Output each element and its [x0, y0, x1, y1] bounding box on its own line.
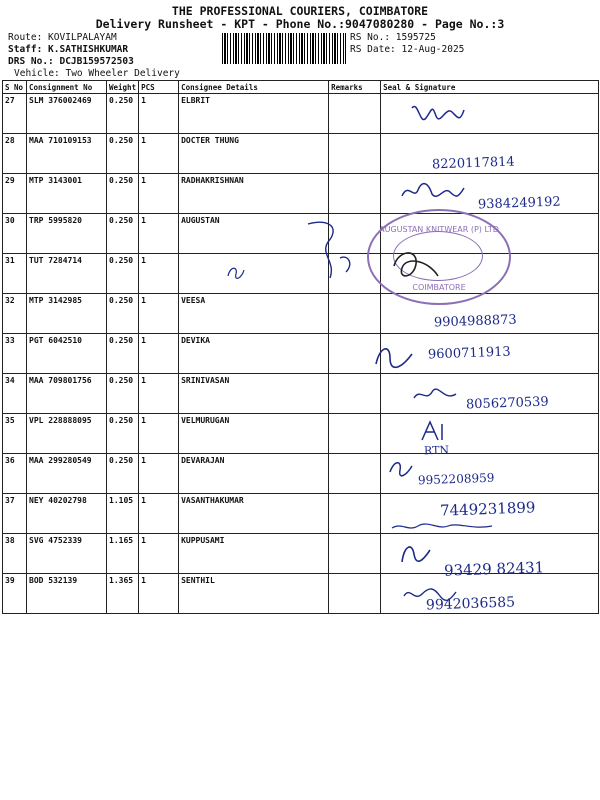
table-row [3, 454, 599, 494]
pcs: 1 [139, 214, 179, 254]
sno: 31 [3, 254, 27, 294]
consignee: KUPPUSAMI [179, 534, 329, 574]
consignee: DEVARAJAN [179, 454, 329, 494]
handwritten-phone-row36: 9952208959 [417, 470, 495, 488]
consignment-no: NEY 40202798 [27, 494, 107, 534]
weight: 0.250 [107, 294, 139, 334]
remarks [329, 374, 381, 414]
handwritten-phone-row38: 93429 82431 [443, 558, 545, 580]
pcs: 1 [139, 334, 179, 374]
consignment-no: BOD 532139 [27, 574, 107, 614]
sno: 30 [3, 214, 27, 254]
pcs: 1 [139, 454, 179, 494]
remarks [329, 494, 381, 534]
rs-number: RS No.: 1595725 [350, 32, 436, 43]
handwritten-phone-row37: 7449231899 [439, 498, 536, 520]
staff-label: Staff: K.SATHISHKUMAR [8, 44, 129, 55]
signature-scribble-row35 [418, 418, 450, 444]
seal-signature [381, 414, 599, 454]
consignee: VELMURUGAN [179, 414, 329, 454]
signature-scribble-row34 [410, 384, 460, 406]
sno: 36 [3, 454, 27, 494]
remarks [329, 134, 381, 174]
col-consignment: Consignment No [27, 81, 107, 94]
pcs: 1 [139, 174, 179, 214]
table-header-row [3, 81, 599, 94]
signature-scribble-row36 [386, 458, 416, 480]
drs-label: DRS No.: DCJB15957250З [8, 56, 134, 67]
consignee: VASANTHAKUMAR [179, 494, 329, 534]
consignment-no: MAA 709801756 [27, 374, 107, 414]
weight: 0.250 [107, 254, 139, 294]
remarks [329, 94, 381, 134]
consignment-no: MAA 710109153 [27, 134, 107, 174]
pcs: 1 [139, 494, 179, 534]
signature-scribble-row38 [398, 540, 434, 566]
consignment-no: MAA 299280549 [27, 454, 107, 494]
weight: 0.250 [107, 334, 139, 374]
runsheet-subtitle: Delivery Runsheet - KPT - Phone No.:9047080280 - Page No.:3 [95, 17, 505, 31]
signature-scribble-row30b [388, 246, 444, 286]
consignee: ELBRIT [179, 94, 329, 134]
weight: 0.250 [107, 454, 139, 494]
consignee: DOCTER THUNG [179, 134, 329, 174]
consignee: DEVIKA [179, 334, 329, 374]
pcs: 1 [139, 534, 179, 574]
pcs: 1 [139, 254, 179, 294]
consignee: SENTHIL [179, 574, 329, 614]
remarks [329, 534, 381, 574]
handwritten-phone-row32: 9904988873 [433, 312, 517, 331]
sno: 38 [3, 534, 27, 574]
signature-scribble-row27 [408, 98, 468, 130]
handwritten-text-row35: RTN [423, 443, 450, 458]
remarks [329, 294, 381, 334]
signature-scribble-row37 [388, 520, 498, 534]
vehicle-label: Vehicle: Two Wheeler Delivery [14, 68, 180, 79]
weight: 1.105 [107, 494, 139, 534]
sno: 34 [3, 374, 27, 414]
handwritten-phone-row33: 9600711913 [427, 344, 511, 363]
consignee: RADHAKRISHNAN [179, 174, 329, 214]
sno: 33 [3, 334, 27, 374]
sno: 32 [3, 294, 27, 334]
consignment-no: PGT 6042510 [27, 334, 107, 374]
pcs: 1 [139, 574, 179, 614]
weight: 0.250 [107, 94, 139, 134]
remarks [329, 454, 381, 494]
weight: 0.250 [107, 214, 139, 254]
pcs: 1 [139, 94, 179, 134]
weight: 1.165 [107, 534, 139, 574]
weight: 0.250 [107, 174, 139, 214]
remarks [329, 174, 381, 214]
consignment-no: MTP 3143001 [27, 174, 107, 214]
stamp-bottom-text: COIMBATORE [412, 283, 466, 292]
rs-date: RS Date: 12-Aug-2025 [350, 44, 465, 55]
signature-scribble-row29 [398, 178, 468, 204]
stamp-top-text: AUGUSTAN KNITWEAR (P) LTD [379, 225, 499, 234]
col-remarks: Remarks [329, 81, 381, 94]
remarks [329, 574, 381, 614]
barcode [222, 33, 346, 64]
consignment-no: VPL 228888095 [27, 414, 107, 454]
pcs: 1 [139, 294, 179, 334]
pcs: 1 [139, 374, 179, 414]
consignment-no: SVG 4752339 [27, 534, 107, 574]
sno: 29 [3, 174, 27, 214]
consignee: SRINIVASAN [179, 374, 329, 414]
pcs: 1 [139, 134, 179, 174]
weight: 0.250 [107, 414, 139, 454]
consignee: VEESA [179, 294, 329, 334]
sno: 37 [3, 494, 27, 534]
handwritten-phone-row39: 9942036585 [425, 594, 516, 614]
consignment-no: MTP 3142985 [27, 294, 107, 334]
handwritten-phone-row28: 8220117814 [431, 154, 515, 173]
signature-scribble-row31 [224, 262, 248, 282]
col-consignee: Consignee Details [179, 81, 329, 94]
consignment-no: TRP 5995820 [27, 214, 107, 254]
handwritten-phone-row29: 9384249192 [477, 194, 561, 213]
sno: 35 [3, 414, 27, 454]
sno: 39 [3, 574, 27, 614]
table-row [3, 414, 599, 454]
col-pcs: PCS [139, 81, 179, 94]
col-sno: S No [3, 81, 27, 94]
sno: 27 [3, 94, 27, 134]
consignment-no: TUT 7284714 [27, 254, 107, 294]
weight: 0.250 [107, 134, 139, 174]
col-seal: Seal & Signature [381, 81, 599, 94]
pcs: 1 [139, 414, 179, 454]
col-weight: Weight [107, 81, 139, 94]
weight: 1.365 [107, 574, 139, 614]
company-title: THE PROFESSIONAL COURIERS, COIMBATORE [171, 4, 429, 18]
consignee: AUGUSTAN [179, 214, 329, 254]
signature-scribble-row33 [372, 342, 416, 372]
handwritten-phone-row34: 8056270539 [465, 394, 549, 413]
remarks [329, 414, 381, 454]
weight: 0.250 [107, 374, 139, 414]
sno: 28 [3, 134, 27, 174]
signature-scribble-row30 [300, 218, 360, 288]
table-row [3, 94, 599, 134]
consignment-no: SLM 376002469 [27, 94, 107, 134]
route-label: Route: KOVILPALAYAM [8, 32, 117, 43]
